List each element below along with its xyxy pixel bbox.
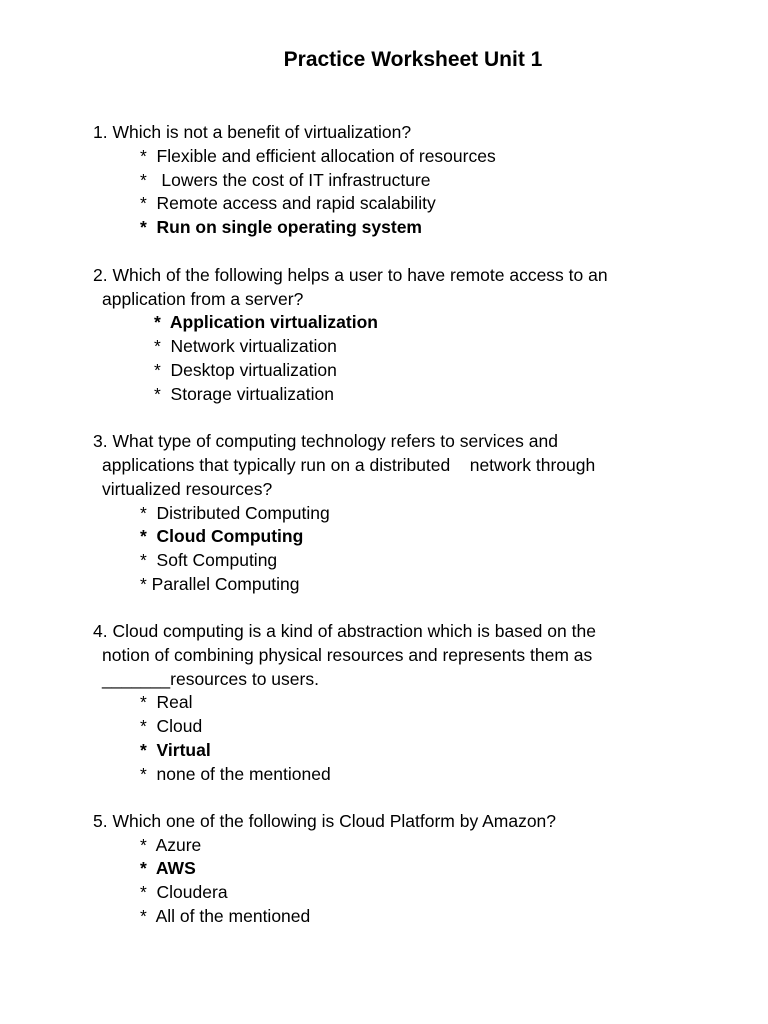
question-2-option-1-answer: * Application virtualization [154,312,378,332]
question-1-option-2: * Lowers the cost of IT infrastructure [140,170,431,190]
question-1-option-3: * Remote access and rapid scalability [140,193,436,213]
question-3-option-2-answer: * Cloud Computing [140,526,304,546]
question-5-option-2-answer: * AWS [140,858,196,878]
worksheet-title: Practice Worksheet Unit 1 [283,48,543,71]
question-4-option-1: * Real [140,692,193,712]
question-4-option-2: * Cloud [140,716,203,736]
question-5-option-1: * Azure [140,835,202,855]
question-4-text-line-1: 4. Cloud computing is a kind of abstraction which is based on the [93,621,596,641]
question-5-text: 5. Which one of the following is Cloud Platform by Amazon? [93,811,557,831]
question-4-option-4: * none of the mentioned [140,764,331,784]
question-2-option-4: * Storage virtualization [154,384,334,404]
question-3-option-1: * Distributed Computing [140,503,330,523]
question-4-text-line-2: notion of combining physical resources and represents them as [102,645,593,665]
question-5-option-4: * All of the mentioned [140,906,311,926]
question-2-text-line-2: application from a server? [102,289,304,309]
question-3-option-4: * Parallel Computing [140,574,300,594]
question-1-option-1: * Flexible and efficient allocation of resources [140,146,496,166]
question-5-option-3: * Cloudera [140,882,228,902]
question-3-text-line-1: 3. What type of computing technology refers to services and [93,431,558,451]
question-3-option-3: * Soft Computing [140,550,278,570]
question-2-option-2: * Network virtualization [154,336,337,356]
question-1-option-4-answer: * Run on single operating system [140,217,422,237]
question-4-text-line-3: _______resources to users. [102,669,319,689]
question-3-text-line-2: applications that typically run on a distributed network through [102,455,596,475]
question-3-text-line-3: virtualized resources? [102,479,273,499]
question-2-text-line-1: 2. Which of the following helps a user to have remote access to an [93,265,608,285]
question-2-option-3: * Desktop virtualization [154,360,337,380]
question-4-option-3-answer: * Virtual [140,740,211,760]
question-1-text: 1. Which is not a benefit of virtualization? [93,122,412,142]
